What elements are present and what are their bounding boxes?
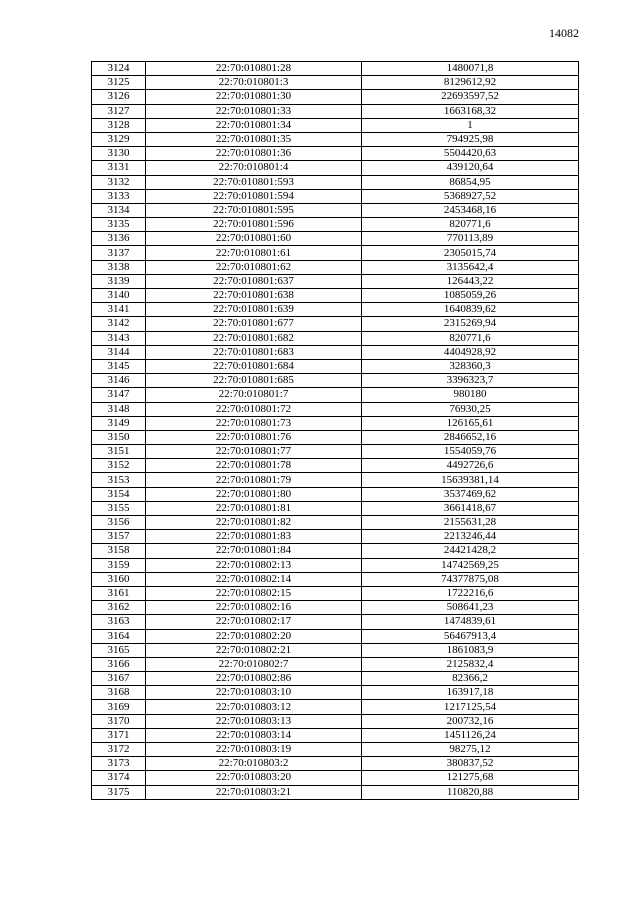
cadastral-number-cell: 22:70:010801:83: [146, 530, 362, 544]
row-number-cell: 3148: [92, 402, 146, 416]
cadastral-number-cell: 22:70:010801:4: [146, 161, 362, 175]
table-row: [92, 672, 579, 686]
table-row: [92, 601, 579, 615]
cadastral-number-cell: 22:70:010803:10: [146, 686, 362, 700]
cadastral-value-cell: 24421428,2: [362, 544, 579, 558]
cadastral-number-cell: 22:70:010801:33: [146, 104, 362, 118]
table-row: [92, 445, 579, 459]
table-row: [92, 289, 579, 303]
cadastral-number-cell: 22:70:010801:685: [146, 374, 362, 388]
table-row: [92, 714, 579, 728]
row-number-cell: 3131: [92, 161, 146, 175]
row-number-cell: 3138: [92, 260, 146, 274]
row-number-cell: 3139: [92, 274, 146, 288]
cadastral-value-cell: 2125832,4: [362, 657, 579, 671]
row-number-cell: 3150: [92, 430, 146, 444]
table-row: [92, 544, 579, 558]
cadastral-value-cell: 2305015,74: [362, 246, 579, 260]
cadastral-value-cell: 794925,98: [362, 132, 579, 146]
cadastral-number-cell: 22:70:010801:77: [146, 445, 362, 459]
row-number-cell: 3163: [92, 615, 146, 629]
row-number-cell: 3143: [92, 331, 146, 345]
row-number-cell: 3155: [92, 501, 146, 515]
table-row: [92, 530, 579, 544]
table-row: [92, 643, 579, 657]
table-row: [92, 473, 579, 487]
cadastral-value-cell: 2315269,94: [362, 317, 579, 331]
cadastral-number-cell: 22:70:010803:20: [146, 771, 362, 785]
row-number-cell: 3171: [92, 728, 146, 742]
cadastral-number-cell: 22:70:010803:14: [146, 728, 362, 742]
cadastral-value-cell: 2453468,16: [362, 203, 579, 217]
cadastral-number-cell: 22:70:010801:35: [146, 132, 362, 146]
cadastral-value-cell: 86854,95: [362, 175, 579, 189]
cadastral-value-cell: 163917,18: [362, 686, 579, 700]
cadastral-number-cell: 22:70:010801:637: [146, 274, 362, 288]
table-row: [92, 203, 579, 217]
row-number-cell: 3149: [92, 416, 146, 430]
cadastral-value-cell: 110820,88: [362, 785, 579, 799]
cadastral-value-cell: 820771,6: [362, 218, 579, 232]
table-row: [92, 359, 579, 373]
row-number-cell: 3156: [92, 516, 146, 530]
cadastral-number-cell: 22:70:010801:73: [146, 416, 362, 430]
table-row: [92, 771, 579, 785]
cadastral-value-cell: 3537469,62: [362, 487, 579, 501]
row-number-cell: 3130: [92, 147, 146, 161]
cadastral-number-cell: 22:70:010801:596: [146, 218, 362, 232]
row-number-cell: 3161: [92, 586, 146, 600]
row-number-cell: 3160: [92, 572, 146, 586]
row-number-cell: 3147: [92, 388, 146, 402]
table-row: [92, 189, 579, 203]
row-number-cell: 3125: [92, 76, 146, 90]
table-row: [92, 487, 579, 501]
table-row: [92, 147, 579, 161]
cadastral-number-cell: 22:70:010801:60: [146, 232, 362, 246]
cadastral-number-cell: 22:70:010801:81: [146, 501, 362, 515]
table-row: [92, 90, 579, 104]
cadastral-value-cell: 1085059,26: [362, 289, 579, 303]
row-number-cell: 3175: [92, 785, 146, 799]
cadastral-value-cell: 56467913,4: [362, 629, 579, 643]
table-row: [92, 586, 579, 600]
table-row: [92, 757, 579, 771]
table-row: [92, 416, 579, 430]
cadastral-number-cell: 22:70:010801:638: [146, 289, 362, 303]
row-number-cell: 3169: [92, 700, 146, 714]
row-number-cell: 3173: [92, 757, 146, 771]
row-number-cell: 3137: [92, 246, 146, 260]
cadastral-number-cell: 22:70:010801:76: [146, 430, 362, 444]
row-number-cell: 3167: [92, 672, 146, 686]
row-number-cell: 3127: [92, 104, 146, 118]
cadastral-value-cell: 508641,23: [362, 601, 579, 615]
row-number-cell: 3140: [92, 289, 146, 303]
table-row: [92, 218, 579, 232]
cadastral-value-cell: 820771,6: [362, 331, 579, 345]
cadastral-number-cell: 22:70:010801:84: [146, 544, 362, 558]
table-row: [92, 728, 579, 742]
cadastral-value-cell: 1451126,24: [362, 728, 579, 742]
cadastral-value-cell: 4404928,92: [362, 345, 579, 359]
cadastral-value-table: [91, 61, 579, 800]
table-row: [92, 161, 579, 175]
table-row: [92, 686, 579, 700]
table-row: [92, 700, 579, 714]
row-number-cell: 3153: [92, 473, 146, 487]
table-row: [92, 785, 579, 799]
cadastral-value-cell: 1480071,8: [362, 62, 579, 76]
cadastral-number-cell: 22:70:010803:12: [146, 700, 362, 714]
cadastral-number-cell: 22:70:010801:677: [146, 317, 362, 331]
table-row: [92, 274, 579, 288]
cadastral-number-cell: 22:70:010803:21: [146, 785, 362, 799]
cadastral-number-cell: 22:70:010801:78: [146, 459, 362, 473]
table-row: [92, 246, 579, 260]
cadastral-number-cell: 22:70:010802:20: [146, 629, 362, 643]
cadastral-number-cell: 22:70:010801:61: [146, 246, 362, 260]
cadastral-number-cell: 22:70:010801:36: [146, 147, 362, 161]
row-number-cell: 3168: [92, 686, 146, 700]
cadastral-value-cell: 14742569,25: [362, 558, 579, 572]
cadastral-number-cell: 22:70:010801:79: [146, 473, 362, 487]
cadastral-number-cell: 22:70:010801:7: [146, 388, 362, 402]
row-number-cell: 3159: [92, 558, 146, 572]
cadastral-value-cell: 74377875,08: [362, 572, 579, 586]
row-number-cell: 3124: [92, 62, 146, 76]
table-row: [92, 62, 579, 76]
table-row: [92, 402, 579, 416]
cadastral-value-cell: 1722216,6: [362, 586, 579, 600]
row-number-cell: 3146: [92, 374, 146, 388]
cadastral-value-cell: 15639381,14: [362, 473, 579, 487]
table-row: [92, 175, 579, 189]
row-number-cell: 3165: [92, 643, 146, 657]
row-number-cell: 3162: [92, 601, 146, 615]
row-number-cell: 3144: [92, 345, 146, 359]
cadastral-value-cell: 121275,68: [362, 771, 579, 785]
cadastral-value-cell: 126165,61: [362, 416, 579, 430]
cadastral-number-cell: 22:70:010801:684: [146, 359, 362, 373]
row-number-cell: 3129: [92, 132, 146, 146]
cadastral-value-cell: 380837,52: [362, 757, 579, 771]
cadastral-value-cell: 22693597,52: [362, 90, 579, 104]
cadastral-number-cell: 22:70:010802:21: [146, 643, 362, 657]
row-number-cell: 3170: [92, 714, 146, 728]
cadastral-value-cell: 2846652,16: [362, 430, 579, 444]
cadastral-number-cell: 22:70:010802:16: [146, 601, 362, 615]
table-body: [92, 62, 579, 800]
cadastral-value-cell: 1861083,9: [362, 643, 579, 657]
row-number-cell: 3154: [92, 487, 146, 501]
table-row: [92, 388, 579, 402]
table-row: [92, 303, 579, 317]
cadastral-value-cell: 3135642,4: [362, 260, 579, 274]
row-number-cell: 3164: [92, 629, 146, 643]
row-number-cell: 3132: [92, 175, 146, 189]
row-number-cell: 3151: [92, 445, 146, 459]
row-number-cell: 3136: [92, 232, 146, 246]
cadastral-value-cell: 76930,25: [362, 402, 579, 416]
table-row: [92, 501, 579, 515]
row-number-cell: 3133: [92, 189, 146, 203]
cadastral-value-cell: 1: [362, 118, 579, 132]
cadastral-number-cell: 22:70:010801:594: [146, 189, 362, 203]
cadastral-value-cell: 439120,64: [362, 161, 579, 175]
cadastral-number-cell: 22:70:010802:14: [146, 572, 362, 586]
cadastral-value-cell: 126443,22: [362, 274, 579, 288]
table-row: [92, 345, 579, 359]
row-number-cell: 3158: [92, 544, 146, 558]
row-number-cell: 3128: [92, 118, 146, 132]
cadastral-number-cell: 22:70:010801:3: [146, 76, 362, 90]
cadastral-number-cell: 22:70:010801:82: [146, 516, 362, 530]
table-row: [92, 232, 579, 246]
cadastral-value-cell: 3396323,7: [362, 374, 579, 388]
row-number-cell: 3157: [92, 530, 146, 544]
cadastral-number-cell: 22:70:010802:13: [146, 558, 362, 572]
cadastral-number-cell: 22:70:010803:2: [146, 757, 362, 771]
page-number: 14082: [549, 26, 579, 40]
table-row: [92, 118, 579, 132]
cadastral-value-cell: 5504420,63: [362, 147, 579, 161]
cadastral-value-cell: 328360,3: [362, 359, 579, 373]
cadastral-value-cell: 4492726,6: [362, 459, 579, 473]
cadastral-value-cell: 98275,12: [362, 743, 579, 757]
cadastral-number-cell: 22:70:010802:15: [146, 586, 362, 600]
row-number-cell: 3172: [92, 743, 146, 757]
table-row: [92, 260, 579, 274]
cadastral-number-cell: 22:70:010801:595: [146, 203, 362, 217]
row-number-cell: 3174: [92, 771, 146, 785]
row-number-cell: 3126: [92, 90, 146, 104]
cadastral-number-cell: 22:70:010801:30: [146, 90, 362, 104]
table-row: [92, 331, 579, 345]
row-number-cell: 3134: [92, 203, 146, 217]
cadastral-number-cell: 22:70:010801:80: [146, 487, 362, 501]
cadastral-value-cell: 770113,89: [362, 232, 579, 246]
cadastral-value-cell: 980180: [362, 388, 579, 402]
cadastral-number-cell: 22:70:010801:639: [146, 303, 362, 317]
cadastral-value-cell: 1640839,62: [362, 303, 579, 317]
cadastral-number-cell: 22:70:010801:683: [146, 345, 362, 359]
row-number-cell: 3141: [92, 303, 146, 317]
table-row: [92, 430, 579, 444]
cadastral-number-cell: 22:70:010801:34: [146, 118, 362, 132]
table-row: [92, 76, 579, 90]
table-row: [92, 516, 579, 530]
cadastral-value-cell: 5368927,52: [362, 189, 579, 203]
cadastral-value-cell: 3661418,67: [362, 501, 579, 515]
row-number-cell: 3166: [92, 657, 146, 671]
cadastral-value-cell: 1663168,32: [362, 104, 579, 118]
cadastral-value-cell: 2213246,44: [362, 530, 579, 544]
cadastral-number-cell: 22:70:010801:28: [146, 62, 362, 76]
cadastral-number-cell: 22:70:010803:19: [146, 743, 362, 757]
table-row: [92, 629, 579, 643]
cadastral-number-cell: 22:70:010801:62: [146, 260, 362, 274]
table-row: [92, 132, 579, 146]
cadastral-value-cell: 8129612,92: [362, 76, 579, 90]
cadastral-number-cell: 22:70:010801:593: [146, 175, 362, 189]
cadastral-value-cell: 2155631,28: [362, 516, 579, 530]
table-row: [92, 104, 579, 118]
cadastral-value-cell: 1217125,54: [362, 700, 579, 714]
table-row: [92, 317, 579, 331]
cadastral-value-cell: 200732,16: [362, 714, 579, 728]
table-row: [92, 615, 579, 629]
row-number-cell: 3145: [92, 359, 146, 373]
row-number-cell: 3142: [92, 317, 146, 331]
cadastral-value-cell: 1474839,61: [362, 615, 579, 629]
table-row: [92, 459, 579, 473]
row-number-cell: 3135: [92, 218, 146, 232]
cadastral-value-cell: 1554059,76: [362, 445, 579, 459]
table-row: [92, 558, 579, 572]
cadastral-number-cell: 22:70:010802:17: [146, 615, 362, 629]
table-row: [92, 743, 579, 757]
table-row: [92, 572, 579, 586]
cadastral-number-cell: 22:70:010802:86: [146, 672, 362, 686]
cadastral-value-cell: 82366,2: [362, 672, 579, 686]
cadastral-number-cell: 22:70:010802:7: [146, 657, 362, 671]
cadastral-number-cell: 22:70:010803:13: [146, 714, 362, 728]
table-row: [92, 657, 579, 671]
cadastral-number-cell: 22:70:010801:72: [146, 402, 362, 416]
cadastral-number-cell: 22:70:010801:682: [146, 331, 362, 345]
row-number-cell: 3152: [92, 459, 146, 473]
table-row: [92, 374, 579, 388]
